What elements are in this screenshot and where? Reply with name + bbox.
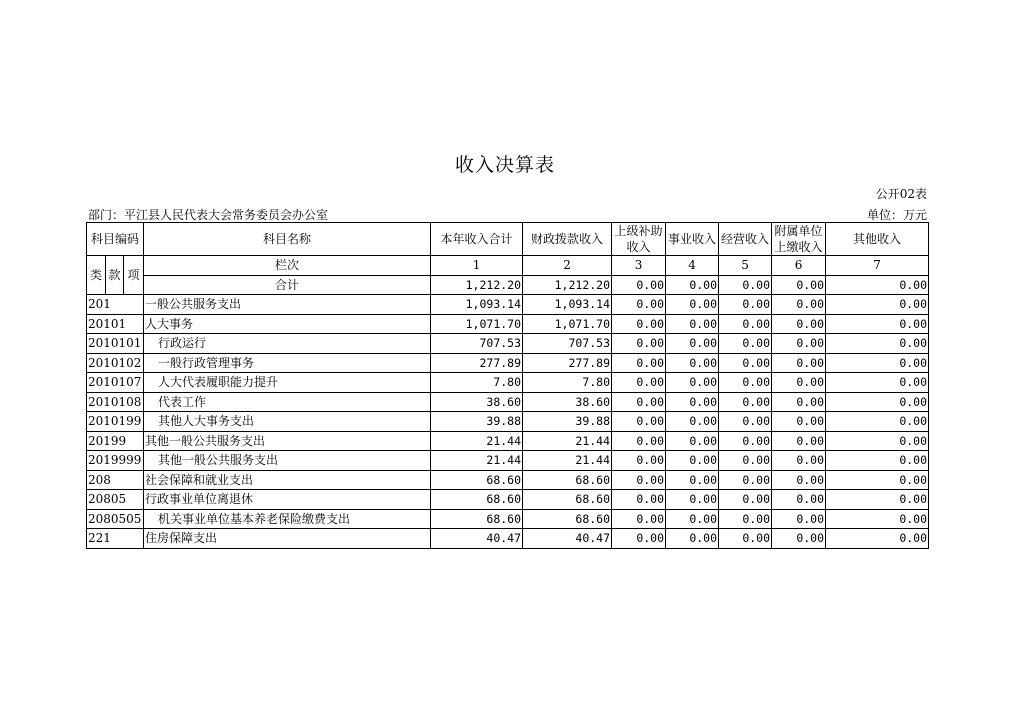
row-value: 68.60 (523, 509, 612, 529)
row-value: 1,093.14 (523, 295, 612, 315)
form-code: 公开02表 (875, 187, 927, 201)
table-row (87, 509, 929, 529)
sum-value: 0.00 (826, 275, 929, 295)
row-value: 0.00 (666, 490, 719, 510)
row-value: 38.60 (523, 392, 612, 412)
row-name: 一般行政管理事务 (144, 353, 431, 373)
header-business: 事业收入 (666, 223, 719, 256)
page-title: 收入决算表 (454, 154, 555, 176)
row-value: 707.53 (431, 334, 523, 354)
row-value: 0.00 (772, 392, 826, 412)
row-value: 0.00 (826, 509, 929, 529)
row-value: 7.80 (431, 373, 523, 393)
row-value: 40.47 (431, 529, 523, 549)
row-value: 0.00 (772, 509, 826, 529)
row-value: 39.88 (431, 412, 523, 432)
table-row (87, 412, 929, 432)
row-value: 68.60 (431, 509, 523, 529)
row-value: 0.00 (666, 451, 719, 471)
row-value: 0.00 (612, 509, 666, 529)
row-value: 0.00 (612, 334, 666, 354)
table-row (87, 334, 929, 354)
row-value: 40.47 (523, 529, 612, 549)
row-value: 0.00 (826, 314, 929, 334)
row-value: 0.00 (826, 470, 929, 490)
row-name: 其他一般公共服务支出 (144, 431, 431, 451)
row-code: 221 (87, 529, 144, 549)
row-value: 0.00 (612, 314, 666, 334)
col-num: 3 (612, 256, 666, 276)
row-value: 0.00 (826, 451, 929, 471)
row-value: 21.44 (523, 451, 612, 471)
row-value: 68.60 (523, 490, 612, 510)
table-row (87, 392, 929, 412)
row-value: 0.00 (719, 373, 772, 393)
table-row (87, 353, 929, 373)
header-kuan: 款 (106, 256, 124, 295)
row-name: 其他人大事务支出 (144, 412, 431, 432)
header-affiliated: 附属单位上缴收入 (772, 223, 826, 256)
table-row (87, 529, 929, 549)
col-num: 2 (523, 256, 612, 276)
row-code: 2010107 (87, 373, 144, 393)
department-label: 部门：平江县人民代表大会常务委员会办公室 (88, 208, 329, 222)
row-value: 1,071.70 (523, 314, 612, 334)
row-value: 0.00 (612, 470, 666, 490)
row-value: 0.00 (826, 295, 929, 315)
sum-value: 0.00 (666, 275, 719, 295)
row-value: 0.00 (719, 353, 772, 373)
col-num: 4 (666, 256, 719, 276)
sum-value: 0.00 (772, 275, 826, 295)
header-xiang: 项 (124, 256, 144, 295)
row-value: 0.00 (719, 314, 772, 334)
row-name: 人大事务 (144, 314, 431, 334)
row-value: 1,093.14 (431, 295, 523, 315)
row-value: 0.00 (666, 509, 719, 529)
row-value: 39.88 (523, 412, 612, 432)
row-value: 7.80 (523, 373, 612, 393)
row-value: 0.00 (612, 295, 666, 315)
row-value: 0.00 (612, 431, 666, 451)
sum-label: 合计 (144, 275, 431, 295)
row-name: 其他一般公共服务支出 (144, 451, 431, 471)
column-order-label: 栏次 (144, 256, 431, 276)
row-value: 0.00 (719, 470, 772, 490)
row-value: 0.00 (612, 392, 666, 412)
row-code: 201 (87, 295, 144, 315)
col-num: 1 (431, 256, 523, 276)
row-value: 0.00 (826, 412, 929, 432)
row-value: 0.00 (719, 509, 772, 529)
row-code: 2010199 (87, 412, 144, 432)
row-value: 38.60 (431, 392, 523, 412)
row-value: 0.00 (666, 295, 719, 315)
sum-value: 0.00 (719, 275, 772, 295)
col-num: 7 (826, 256, 929, 276)
row-code: 2010101 (87, 334, 144, 354)
row-value: 0.00 (719, 490, 772, 510)
row-value: 0.00 (719, 412, 772, 432)
row-name: 行政事业单位离退休 (144, 490, 431, 510)
row-code: 20101 (87, 314, 144, 334)
sum-value: 1,212.20 (523, 275, 612, 295)
table-row (87, 451, 929, 471)
row-value: 0.00 (612, 451, 666, 471)
row-value: 0.00 (666, 334, 719, 354)
row-value: 0.00 (612, 373, 666, 393)
table-row (87, 295, 929, 315)
header-row (87, 223, 929, 256)
row-value: 0.00 (826, 529, 929, 549)
unit-label: 单位：万元 (866, 208, 927, 222)
row-value: 0.00 (666, 470, 719, 490)
header-lei: 类 (87, 256, 106, 295)
row-value: 0.00 (826, 373, 929, 393)
row-value: 0.00 (772, 314, 826, 334)
row-code: 20805 (87, 490, 144, 510)
row-value: 0.00 (666, 529, 719, 549)
row-name: 住房保障支出 (144, 529, 431, 549)
row-value: 0.00 (612, 353, 666, 373)
row-value: 0.00 (772, 470, 826, 490)
row-name: 一般公共服务支出 (144, 295, 431, 315)
column-order-row (87, 256, 929, 276)
income-table (86, 222, 929, 549)
row-value: 0.00 (772, 529, 826, 549)
row-value: 21.44 (431, 451, 523, 471)
row-value: 0.00 (719, 451, 772, 471)
table-body (87, 295, 929, 549)
row-value: 68.60 (523, 470, 612, 490)
header-code: 科目编码 (87, 223, 144, 256)
row-name: 行政运行 (144, 334, 431, 354)
header-name: 科目名称 (144, 223, 431, 256)
header-fiscal: 财政拨款收入 (523, 223, 612, 256)
row-value: 0.00 (826, 490, 929, 510)
row-value: 0.00 (719, 431, 772, 451)
row-value: 0.00 (612, 529, 666, 549)
row-value: 0.00 (826, 392, 929, 412)
row-code: 2019999 (87, 451, 144, 471)
sum-row (87, 275, 929, 295)
row-value: 0.00 (772, 373, 826, 393)
row-value: 21.44 (523, 431, 612, 451)
row-code: 2010102 (87, 353, 144, 373)
row-value: 0.00 (772, 412, 826, 432)
header-upper-subsidy: 上级补助收入 (612, 223, 666, 256)
table-row (87, 373, 929, 393)
row-value: 0.00 (772, 490, 826, 510)
row-code: 208 (87, 470, 144, 490)
row-name: 人大代表履职能力提升 (144, 373, 431, 393)
row-value: 0.00 (666, 373, 719, 393)
row-value: 0.00 (666, 392, 719, 412)
row-value: 0.00 (772, 334, 826, 354)
row-value: 277.89 (431, 353, 523, 373)
table-row (87, 314, 929, 334)
row-value: 0.00 (772, 431, 826, 451)
row-value: 68.60 (431, 490, 523, 510)
header-other: 其他收入 (826, 223, 929, 256)
row-value: 277.89 (523, 353, 612, 373)
table-row (87, 490, 929, 510)
row-value: 0.00 (719, 392, 772, 412)
row-value: 0.00 (719, 334, 772, 354)
row-value: 0.00 (666, 314, 719, 334)
row-value: 0.00 (612, 412, 666, 432)
row-value: 0.00 (666, 353, 719, 373)
table-row (87, 431, 929, 451)
row-value: 0.00 (772, 451, 826, 471)
row-name: 机关事业单位基本养老保险缴费支出 (144, 509, 431, 529)
row-code: 2010108 (87, 392, 144, 412)
row-value: 0.00 (719, 529, 772, 549)
row-value: 0.00 (612, 490, 666, 510)
header-total: 本年收入合计 (431, 223, 523, 256)
row-value: 0.00 (666, 431, 719, 451)
row-code: 20199 (87, 431, 144, 451)
sum-value: 1,212.20 (431, 275, 523, 295)
row-value: 21.44 (431, 431, 523, 451)
sum-value: 0.00 (612, 275, 666, 295)
row-code: 2080505 (87, 509, 144, 529)
row-value: 0.00 (772, 353, 826, 373)
row-value: 1,071.70 (431, 314, 523, 334)
header-operating: 经营收入 (719, 223, 772, 256)
row-value: 0.00 (719, 295, 772, 315)
row-value: 0.00 (826, 353, 929, 373)
table-row (87, 470, 929, 490)
row-value: 0.00 (826, 431, 929, 451)
col-num: 5 (719, 256, 772, 276)
row-value: 0.00 (826, 334, 929, 354)
row-value: 0.00 (666, 412, 719, 432)
row-value: 0.00 (772, 295, 826, 315)
row-value: 707.53 (523, 334, 612, 354)
col-num: 6 (772, 256, 826, 276)
row-name: 代表工作 (144, 392, 431, 412)
row-value: 68.60 (431, 470, 523, 490)
row-name: 社会保障和就业支出 (144, 470, 431, 490)
